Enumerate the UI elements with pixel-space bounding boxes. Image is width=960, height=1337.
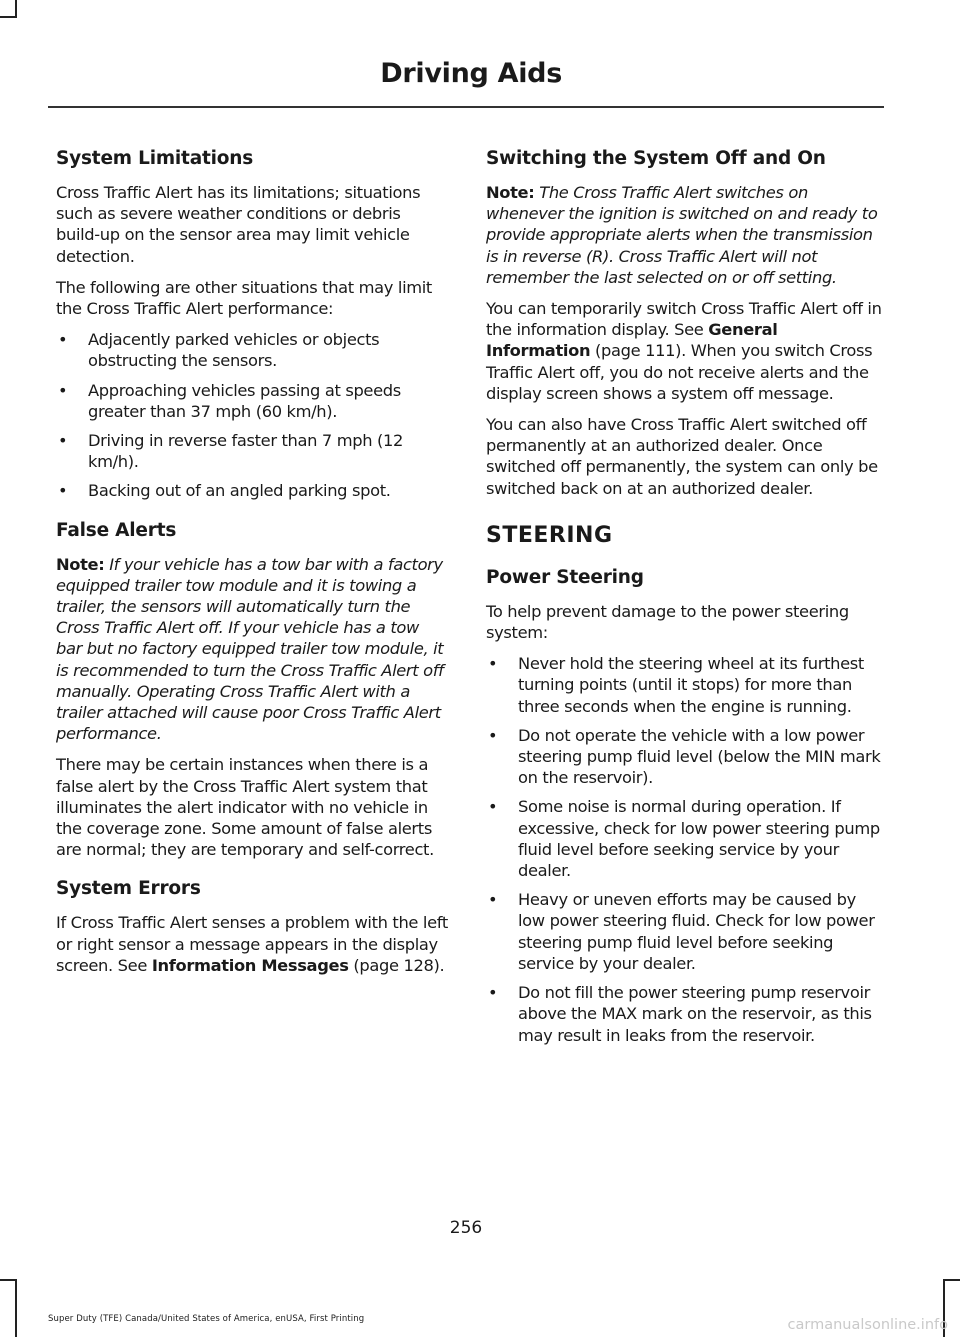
power-steering-intro: To help prevent damage to the power steering system: [486,601,849,643]
list-item-text: Adjacently parked vehicles or objects obstructing the sensors. [88,330,380,371]
footer-text: Super Duty (TFE) Canada/United States of America, enUSA, First Printing [48,1314,365,1324]
list-item-text: Some noise is normal during operation. If excessive, check for low power steering pump fluid level before seeking service by your dealer. [518,797,880,881]
crop-mark [943,1279,960,1281]
bullet-icon: • [488,725,498,745]
list-item [486,982,882,1046]
list-item [486,796,882,881]
list-item-text: Do not operate the vehicle with a low power steering pump fluid level (below the MIN mark on the reservoir). [518,725,881,788]
general-information-link[interactable]: General Information [486,320,778,361]
false-alerts-section [56,518,448,861]
list-item-text: Approaching vehicles passing at speeds greater than 37 mph (60 km/h). [88,380,401,421]
list-item-text: Heavy or uneven efforts may be caused by low power steering fluid. Check for low power steering pump fluid level before seeking service by your dealer. [518,890,875,973]
page-header-title: Driving Aids [380,58,562,89]
list-item-text: Driving in reverse faster than 7 mph (12 km/h). [88,431,404,472]
list-item-text: Never hold the steering wheel at its furthest turning points (until it stops) for more than three seconds when the engine is running. [518,654,864,716]
system-limitations-section [56,146,448,502]
switching-section [486,146,882,499]
power-steering-list [486,653,882,1045]
information-messages-link[interactable]: Information Messages [151,955,349,975]
switching-heading: Switching the System Off and On [486,148,826,169]
switching-note [486,182,882,288]
paragraph-text: If Cross Traffic Alert senses a problem with the left or right sensor a message appears in the display screen. See [56,913,448,975]
bullet-icon: • [58,481,68,501]
system-errors-section [56,876,448,976]
switching-paragraph [486,298,882,404]
note-text: The Cross Traffic Alert switches on whenever the ignition is switched on and ready to provide appropriate alerts when the transmission is in reverse (R). Cross Traffic Alert will not remember the last selected on or off setting. [486,183,878,287]
false-alerts-note [56,554,448,745]
system-errors-paragraph [56,912,448,976]
crop-mark [0,16,17,18]
list-item [56,480,448,501]
list-item-text: Do not fill the power steering pump reservoir above the MAX mark on the reservoir, as this may result in leaks from the reservoir. [518,983,872,1045]
paragraph-text: You can temporarily switch Cross Traffic Alert off in the information display. See [486,299,882,340]
list-item [486,889,882,974]
note-text: If your vehicle has a tow bar with a factory equipped trailer tow module and it is towing a trailer, the sensors will automatically turn the Cross Traffic Alert off. If your vehicle has a tow bar but no factory equipped trailer tow module, it is recommended to turn the Cross Traffic Alert off manually. Operating Cross Traffic Alert with a trailer attached will cause poor Cross Traffic Alert performance. [56,554,444,744]
list-item [56,329,448,371]
false-alerts-heading: False Alerts [56,519,177,541]
page-number: 256 [449,1218,483,1238]
right-column [486,146,882,1056]
left-column [56,146,448,992]
list-item-text: Backing out of an angled parking spot. [88,481,391,501]
paragraph-text: (page 128). [348,955,445,975]
power-steering-heading: Power Steering [486,566,644,588]
note-label: Note: [56,554,105,574]
paragraph-text: (page 111). When you switch Cross Traffic Alert off, you do not receive alerts and the display screen shows a system off message. [486,341,873,403]
steering-heading: STEERING [486,522,613,548]
list-item [56,380,448,422]
system-limitations-intro: The following are other situations that may limit the Cross Traffic Alert performance: [56,277,432,319]
system-errors-heading: System Errors [56,878,201,900]
bullet-icon: • [488,797,498,817]
false-alerts-paragraph: There may be certain instances when there is a false alert by the Cross Traffic Alert system that illuminates the alert indicator with no vehicle in the coverage zone. Some amount of false alerts are normal; they are temporary and self-correct. [56,755,434,860]
crop-mark [0,1279,17,1281]
limitations-list [56,329,448,501]
bullet-icon: • [488,983,498,1003]
watermark: carmanualsonline.info [787,1317,948,1333]
note-label: Note: [486,183,535,202]
crop-mark [15,1279,17,1337]
bullet-icon: • [58,330,68,350]
header-divider [48,106,884,108]
bullet-icon: • [488,890,498,910]
bullet-icon: • [58,431,68,451]
system-limitations-heading: System Limitations [56,148,254,169]
bullet-icon: • [488,654,498,674]
system-limitations-paragraph: Cross Traffic Alert has its limitations; situations such as severe weather conditions or debris build-up on the sensor area may limit vehicle detection. [56,183,421,266]
list-item [486,725,882,789]
list-item [56,430,448,472]
list-item [486,653,882,717]
bullet-icon: • [58,380,68,400]
switching-paragraph-2: You can also have Cross Traffic Alert switched off permanently at an authorized dealer. Once switched off permanently, the system can only be switched back on at an authorized dealer. [486,415,878,498]
